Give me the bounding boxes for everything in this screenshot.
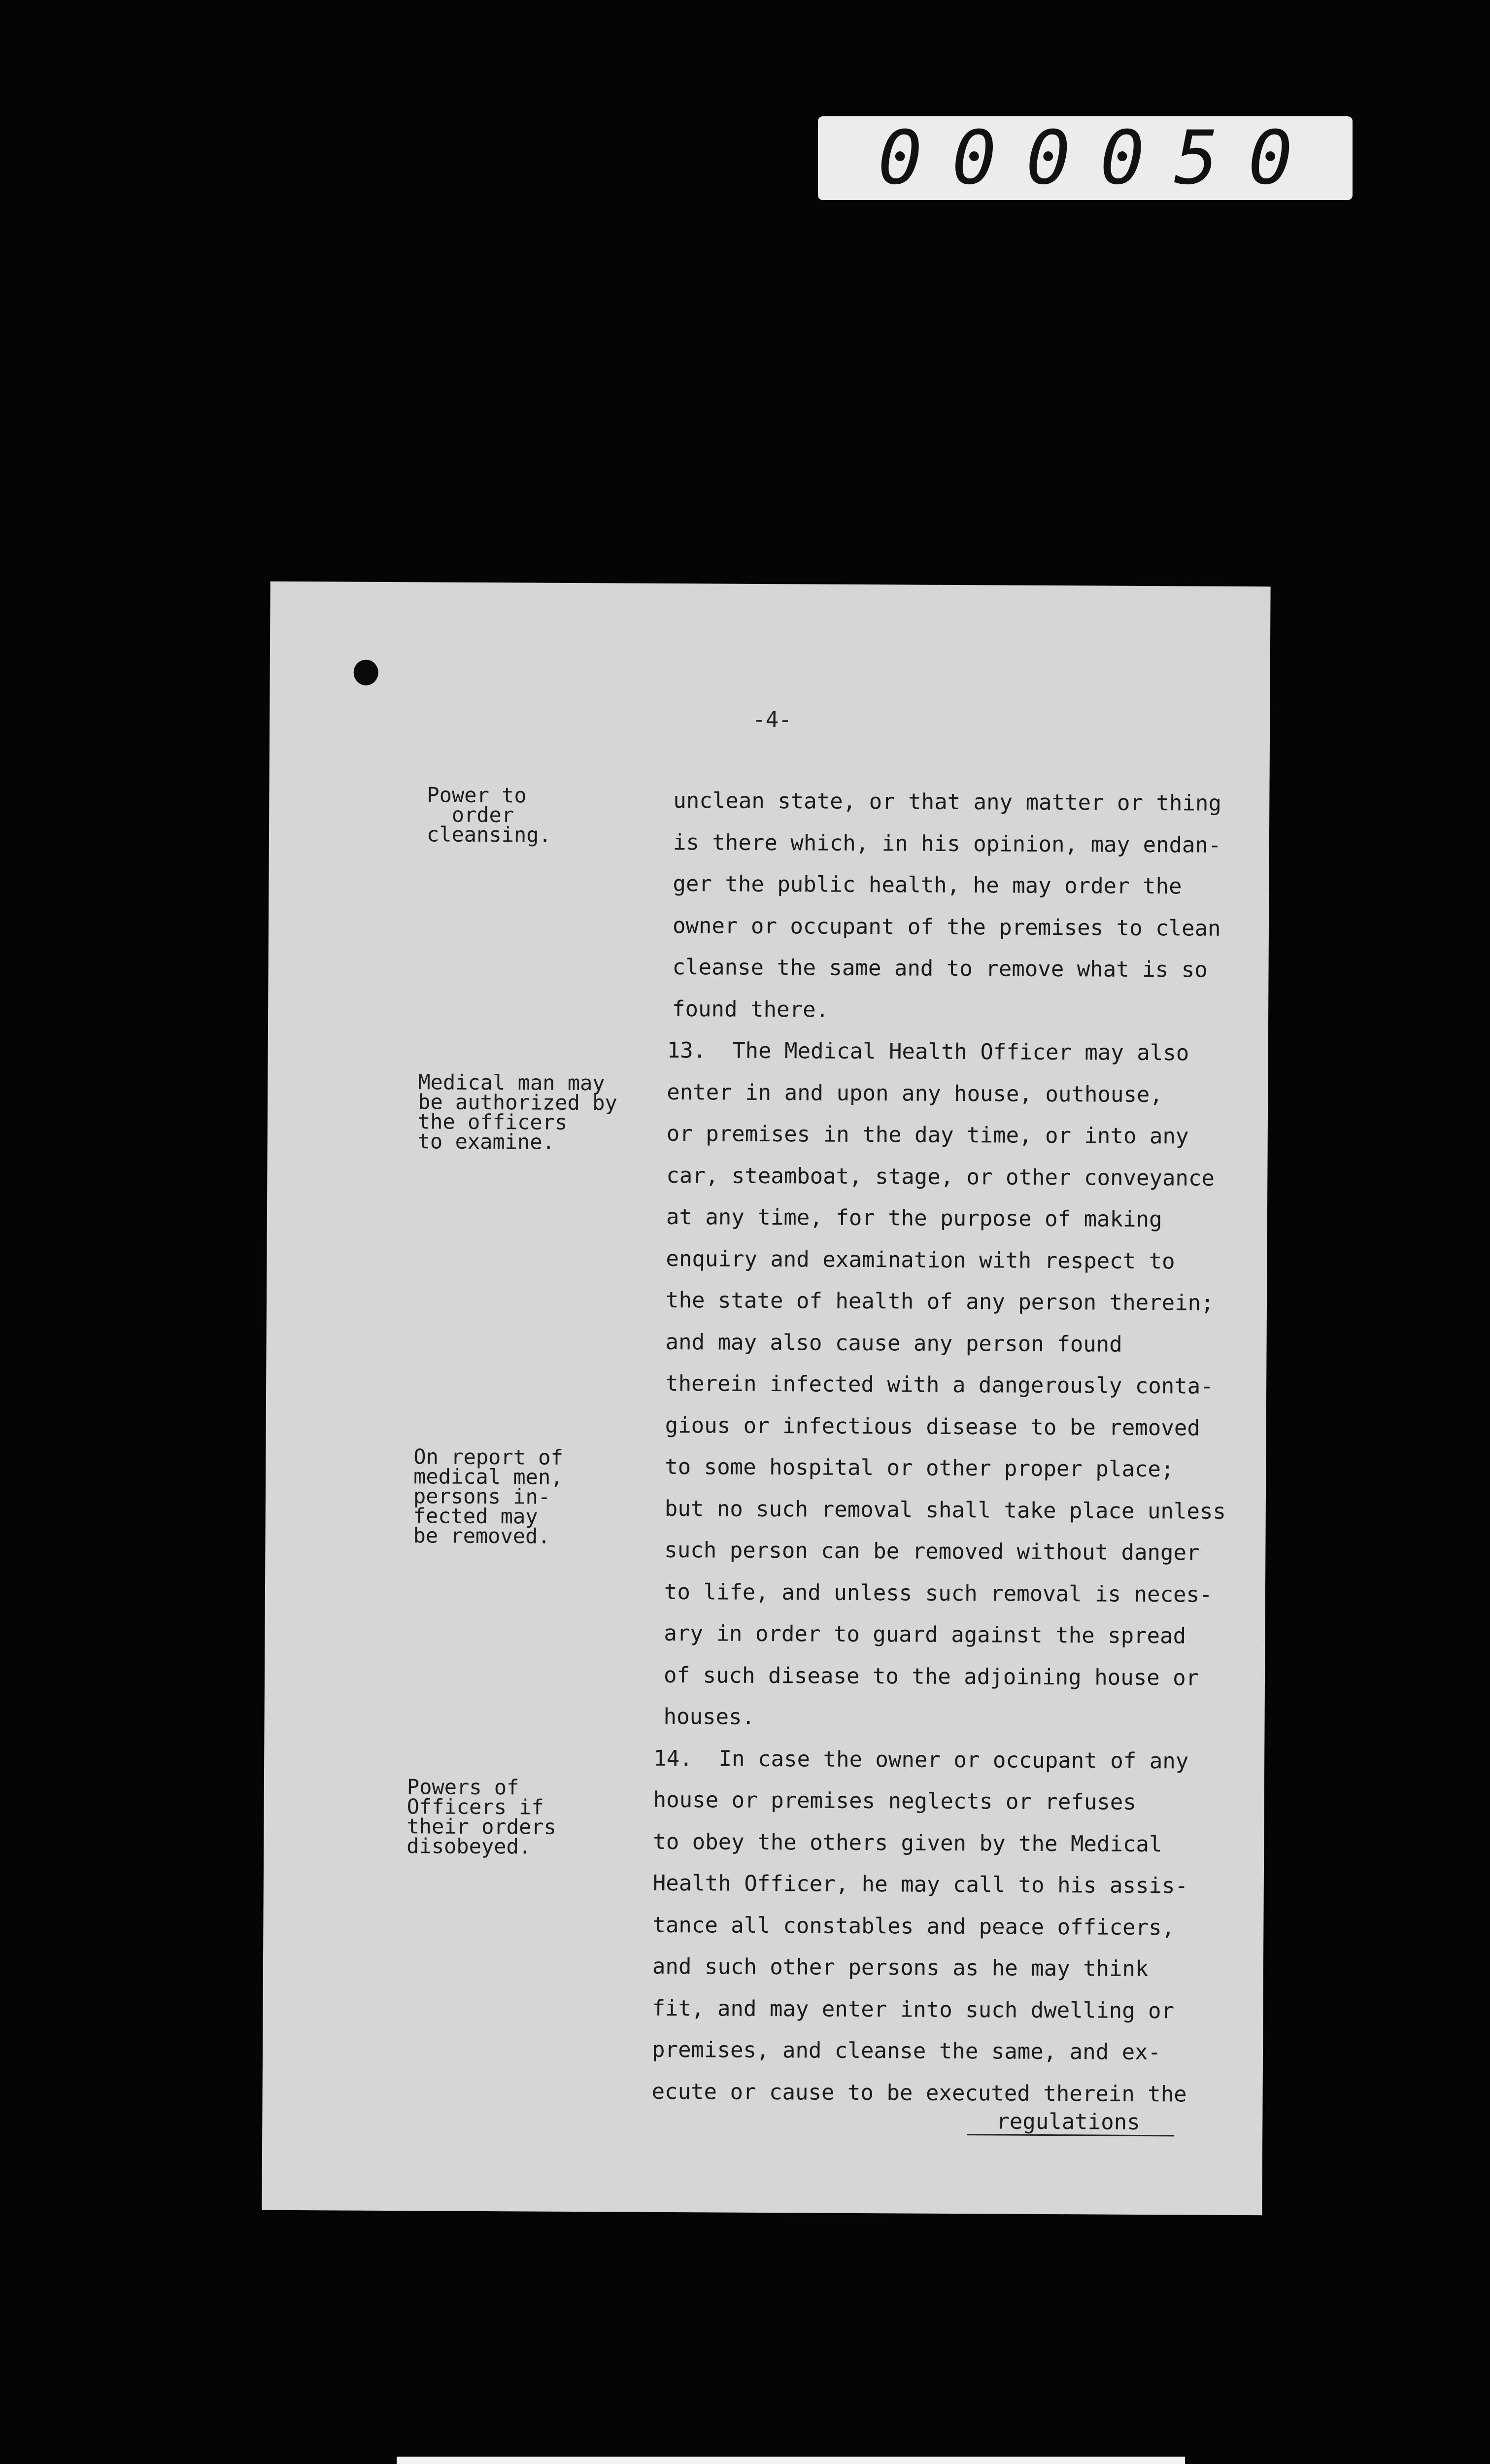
- archive-reference-label: [397, 2457, 1185, 2464]
- body-line: ger the public health, he may order the: [673, 871, 1182, 899]
- body-line: of such disease to the adjoining house or: [663, 1662, 1199, 1691]
- body-line: or premises in the day time, or into any: [666, 1121, 1189, 1149]
- body-line: house or premises neglects or refuses: [653, 1787, 1136, 1815]
- document-page: [262, 582, 1270, 2216]
- body-line: and such other persons as he may think: [652, 1953, 1149, 1982]
- margin-note-powers: Powers of Officers if their orders disobeyed.: [406, 1775, 557, 1859]
- body-line: car, steamboat, stage, or other conveyance: [666, 1163, 1215, 1191]
- body-line: therein infected with a dangerously conta-: [665, 1370, 1214, 1399]
- body-line: ary in order to guard against the spread: [664, 1620, 1186, 1649]
- body-line: the state of health of any person therein;: [665, 1287, 1214, 1316]
- margin-note-cleansing: Power to order cleansing.: [426, 783, 551, 847]
- body-line: to obey the others given by the Medical: [653, 1829, 1162, 1857]
- body-line: and may also cause any person found: [665, 1329, 1122, 1357]
- body-line: fit, and may enter into such dwelling or: [652, 1995, 1175, 2023]
- body-line: but no such removal shall take place unless: [664, 1496, 1226, 1524]
- body-line: is there which, in his opinion, may endan-: [673, 829, 1221, 858]
- body-line: unclean state, or that any matter or thing: [673, 787, 1222, 816]
- body-line: gious or infectious disease to be removed: [665, 1412, 1200, 1441]
- body-line: found there.: [672, 996, 829, 1023]
- body-line: enter in and upon any house, outhouse,: [667, 1079, 1163, 1107]
- body-line: ecute or cause to be executed therein the: [651, 2079, 1187, 2107]
- body-line: owner or occupant of the premises to clean: [672, 913, 1221, 941]
- margin-note-removed: On report of medical men, persons in- fected may be removed.: [413, 1444, 563, 1548]
- punch-hole: [354, 660, 378, 685]
- margin-note-examine: Medical man may be authorized by the officers to examine.: [417, 1070, 617, 1154]
- body-line: to life, and unless such removal is neces-: [664, 1579, 1213, 1608]
- body-line: 14. In case the owner or occupant of any: [653, 1745, 1189, 1774]
- body-line: tance all constables and peace officers,: [652, 1912, 1175, 1940]
- frame-counter: [818, 116, 1353, 200]
- body-line: such person can be removed without danger: [664, 1537, 1200, 1566]
- body-line: cleanse the same and to remove what is so: [672, 954, 1208, 983]
- body-line: enquiry and examination with respect to: [666, 1246, 1175, 1274]
- body-line: at any time, for the purpose of making: [666, 1204, 1162, 1232]
- frame-number: 000050: [878, 115, 1322, 201]
- catchword: regulations: [967, 2109, 1175, 2136]
- page-number: -4-: [752, 707, 792, 733]
- body-line: to some hospital or other proper place;: [665, 1454, 1174, 1482]
- body-line: 13. The Medical Health Officer may also: [667, 1037, 1189, 1066]
- body-line: Health Officer, he may call to his assis-: [652, 1870, 1188, 1899]
- body-line: premises, and cleanse the same, and ex-: [651, 2037, 1161, 2065]
- body-line: houses.: [663, 1704, 755, 1730]
